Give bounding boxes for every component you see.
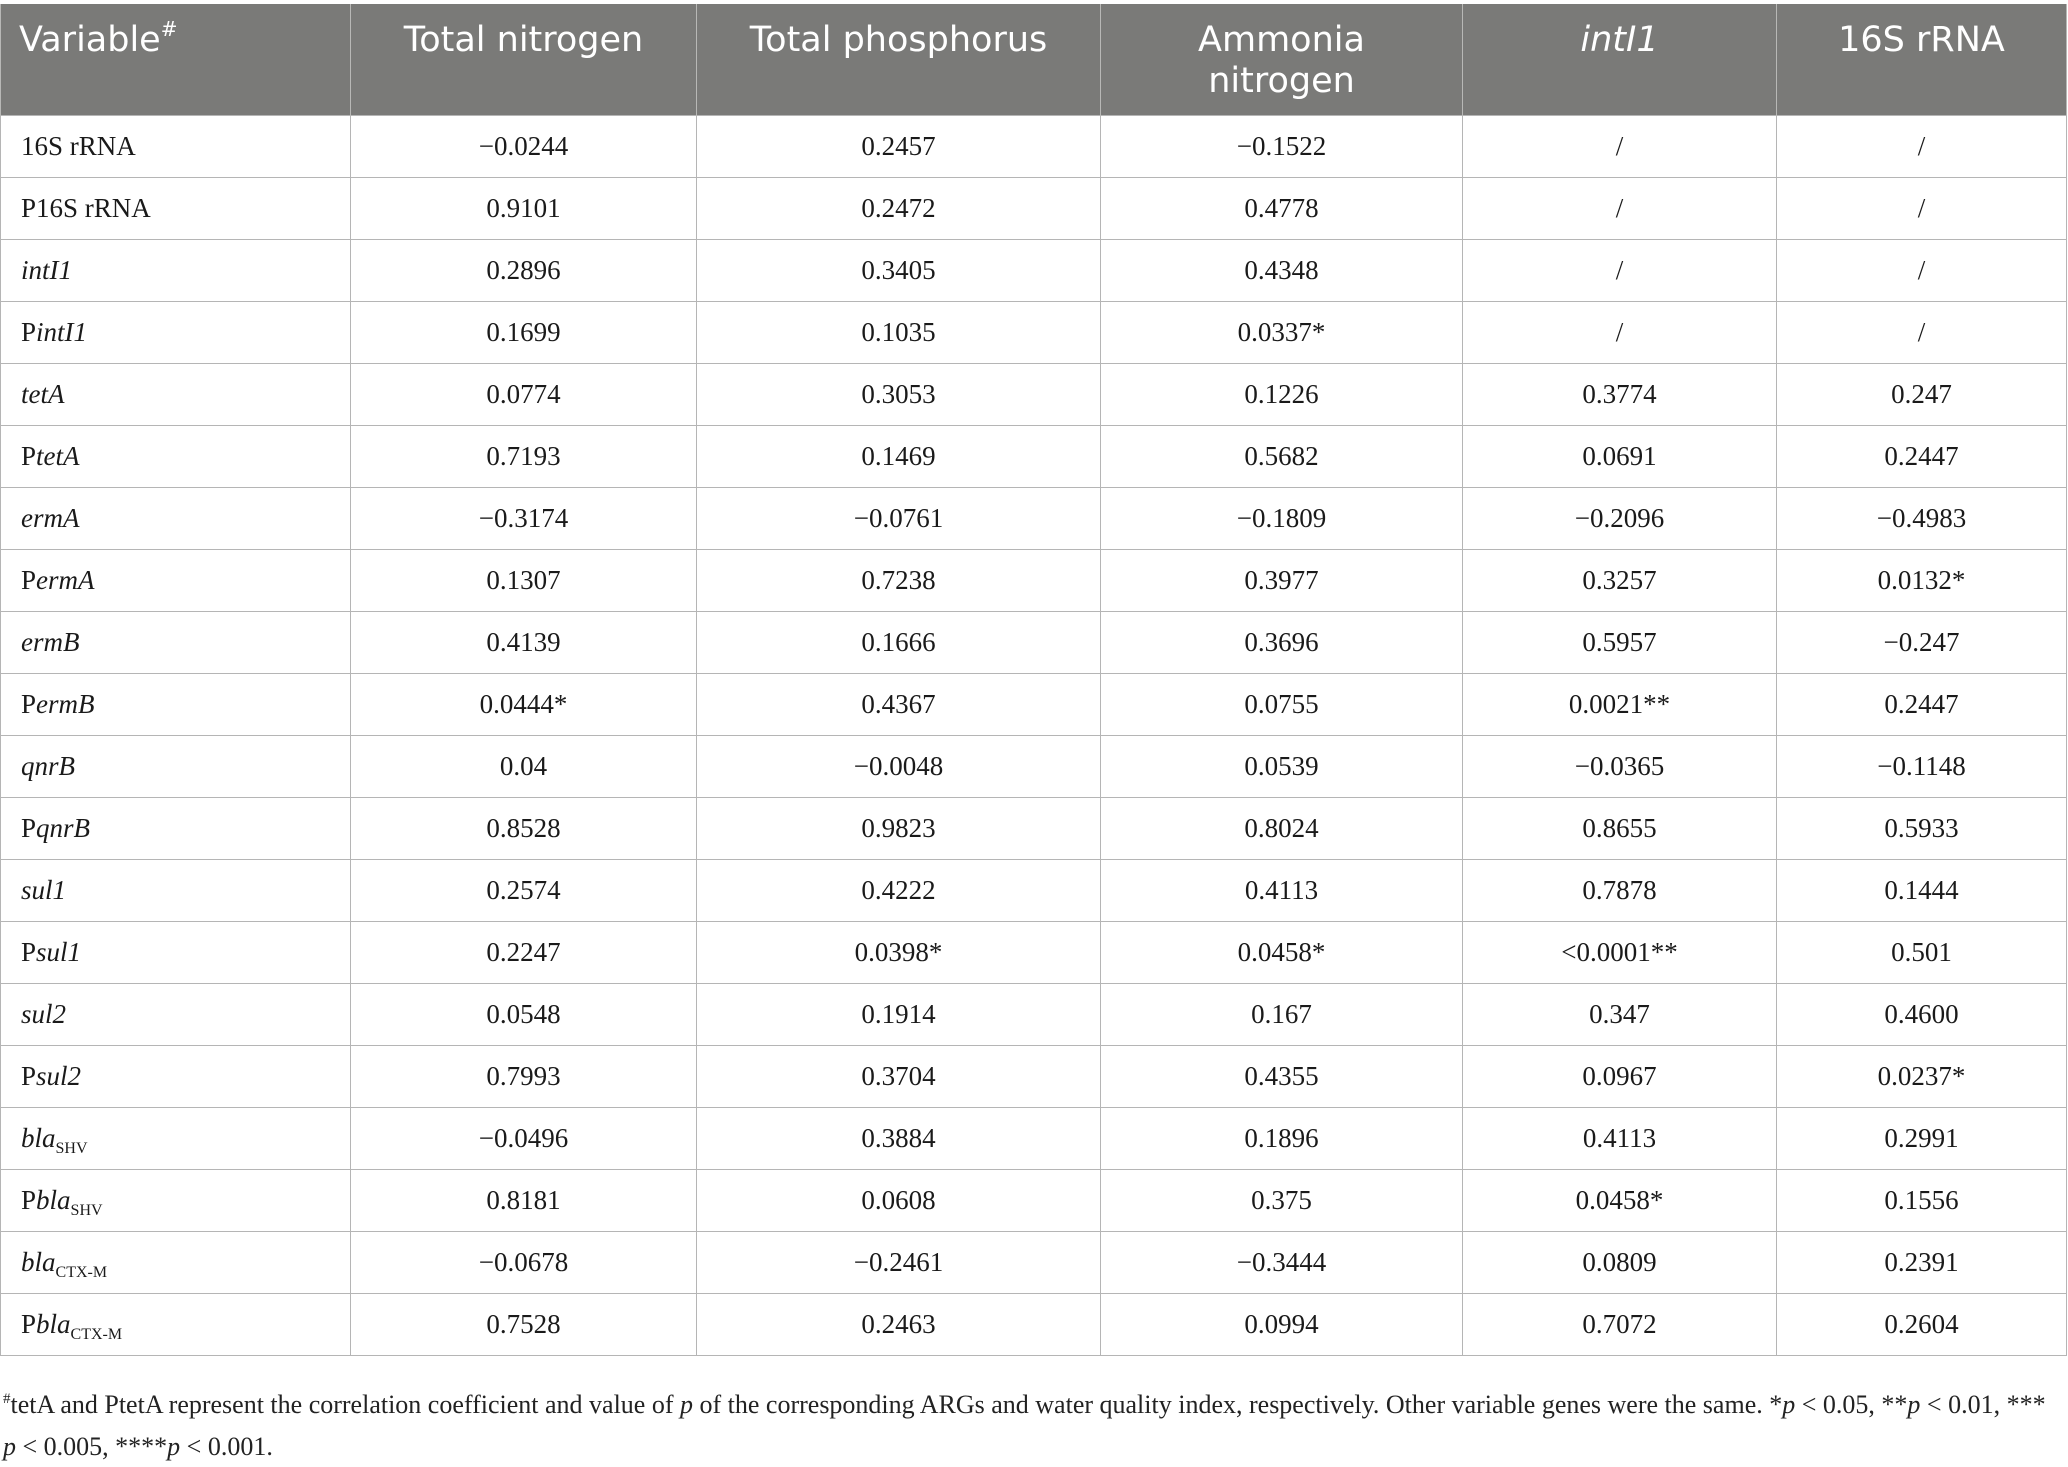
gene-name: tetA (21, 378, 65, 409)
value-cell: 0.4113 (1463, 1107, 1777, 1169)
value-cell: 0.2991 (1777, 1107, 2067, 1169)
value-cell: / (1463, 239, 1777, 301)
value-cell: 0.4778 (1101, 177, 1463, 239)
value-cell: 0.0774 (351, 363, 697, 425)
value-cell: 0.8528 (351, 797, 697, 859)
gene-name: sul1 (36, 936, 82, 967)
value-cell: 0.2247 (351, 921, 697, 983)
value-cell: 0.0967 (1463, 1045, 1777, 1107)
table-row (1, 611, 2067, 673)
value-cell: 0.347 (1463, 983, 1777, 1045)
column-header-label: 16S rRNA (1838, 20, 2005, 60)
table-row (1, 239, 2067, 301)
table-row (1, 1231, 2067, 1293)
value-cell: 0.2447 (1777, 425, 2067, 487)
gene-name: intI1 (21, 254, 72, 285)
footnote-p: p (167, 1432, 181, 1461)
variable-cell (1, 115, 351, 177)
gene-name: ermA (21, 502, 80, 533)
value-cell: −0.0048 (697, 735, 1101, 797)
value-cell: 0.2463 (697, 1293, 1101, 1355)
value-cell: 0.7528 (351, 1293, 697, 1355)
variable-cell (1, 425, 351, 487)
footnote-text-6: < 0.001. (180, 1432, 273, 1461)
value-cell: 0.1666 (697, 611, 1101, 673)
column-header-0 (1, 4, 351, 115)
value-cell: 0.375 (1101, 1169, 1463, 1231)
table-body (1, 115, 2067, 1355)
value-cell: −0.0244 (351, 115, 697, 177)
value-cell: 0.4222 (697, 859, 1101, 921)
value-cell: 0.1556 (1777, 1169, 2067, 1231)
p-value-prefix: P (21, 688, 37, 719)
gene-name: intI1 (36, 316, 88, 347)
value-cell: −0.2461 (697, 1231, 1101, 1293)
column-header-label: intI1 (1580, 20, 1659, 60)
variable-cell (1, 921, 351, 983)
value-cell: / (1777, 177, 2067, 239)
value-cell: 0.4600 (1777, 983, 2067, 1045)
gene-name: ermA (36, 564, 95, 595)
variable-cell (1, 735, 351, 797)
value-cell: 0.0755 (1101, 673, 1463, 735)
value-cell: 0.3774 (1463, 363, 1777, 425)
value-cell: 0.9823 (697, 797, 1101, 859)
value-cell: 0.167 (1101, 983, 1463, 1045)
value-cell: −0.0761 (697, 487, 1101, 549)
variable-cell (1, 611, 351, 673)
value-cell: 0.3977 (1101, 549, 1463, 611)
p-value-prefix: P (21, 812, 37, 843)
table-row (1, 549, 2067, 611)
table-row (1, 425, 2067, 487)
value-cell: −0.0496 (351, 1107, 697, 1169)
p-value-prefix: P (21, 1060, 37, 1091)
value-cell: 0.1444 (1777, 859, 2067, 921)
column-header-3 (1101, 4, 1463, 115)
value-cell: 0.0458* (1463, 1169, 1777, 1231)
column-header-4 (1463, 4, 1777, 115)
variable-cell (1, 239, 351, 301)
column-header-label: Variable (19, 20, 161, 60)
table-row (1, 1107, 2067, 1169)
gene-name: bla (21, 1246, 56, 1277)
value-cell: 0.0398* (697, 921, 1101, 983)
value-cell: 0.7878 (1463, 859, 1777, 921)
gene-name: bla (36, 1308, 71, 1339)
value-cell: 0.0548 (351, 983, 697, 1045)
value-cell: 0.4113 (1101, 859, 1463, 921)
table-row (1, 115, 2067, 177)
gene-name: 16S rRNA (21, 130, 136, 161)
value-cell: 0.0444* (351, 673, 697, 735)
value-cell: 0.4348 (1101, 239, 1463, 301)
value-cell: 0.3257 (1463, 549, 1777, 611)
value-cell: / (1777, 301, 2067, 363)
variable-cell (1, 549, 351, 611)
value-cell: 0.0458* (1101, 921, 1463, 983)
value-cell: −0.0678 (351, 1231, 697, 1293)
footnote-p: p (1907, 1390, 1921, 1419)
footnote-text-3: < 0.05, ** (1795, 1390, 1908, 1419)
value-cell: 0.2604 (1777, 1293, 2067, 1355)
p-value-prefix: P (21, 1184, 37, 1215)
p-value-prefix: P (21, 440, 37, 471)
footnote-p: p (1782, 1390, 1796, 1419)
gene-name: qnrB (36, 812, 91, 843)
value-cell: 0.7193 (351, 425, 697, 487)
value-cell: 0.3696 (1101, 611, 1463, 673)
gene-subscript: CTX-M (55, 1263, 108, 1281)
value-cell: −0.0365 (1463, 735, 1777, 797)
value-cell: 0.8181 (351, 1169, 697, 1231)
value-cell: 0.2457 (697, 115, 1101, 177)
table-row (1, 487, 2067, 549)
value-cell: 0.2574 (351, 859, 697, 921)
value-cell: −0.2096 (1463, 487, 1777, 549)
column-header-label: Total phosphorus (749, 20, 1048, 60)
value-cell: −0.4983 (1777, 487, 2067, 549)
value-cell: −0.3444 (1101, 1231, 1463, 1293)
value-cell: / (1463, 177, 1777, 239)
value-cell: 0.7238 (697, 549, 1101, 611)
footnote-p: p (3, 1432, 16, 1461)
table-row (1, 177, 2067, 239)
value-cell: 0.0809 (1463, 1231, 1777, 1293)
gene-name: sul2 (36, 1060, 82, 1091)
value-cell: 0.1896 (1101, 1107, 1463, 1169)
gene-subscript: SHV (55, 1139, 88, 1157)
value-cell: / (1777, 115, 2067, 177)
column-header-label-line2: nitrogen (1208, 61, 1355, 101)
column-header-2 (697, 4, 1101, 115)
p-value-prefix: P (21, 1308, 37, 1339)
value-cell: 0.8655 (1463, 797, 1777, 859)
footnote-text-1: tetA and PtetA represent the correlation coefficient and value of (10, 1390, 680, 1419)
value-cell: 0.1035 (697, 301, 1101, 363)
gene-name: ermB (21, 626, 80, 657)
header-footnote-mark: # (160, 17, 178, 42)
value-cell: 0.3704 (697, 1045, 1101, 1107)
value-cell: −0.1809 (1101, 487, 1463, 549)
gene-name: P16S rRNA (21, 192, 151, 223)
variable-cell (1, 859, 351, 921)
value-cell: / (1463, 301, 1777, 363)
value-cell: 0.8024 (1101, 797, 1463, 859)
table-row (1, 859, 2067, 921)
footnote-mark: # (3, 1391, 11, 1407)
table-row (1, 1293, 2067, 1355)
column-header-label: Ammonia (1198, 20, 1365, 60)
variable-cell (1, 1293, 351, 1355)
variable-cell (1, 1045, 351, 1107)
value-cell: 0.04 (351, 735, 697, 797)
value-cell: 0.1307 (351, 549, 697, 611)
variable-cell (1, 673, 351, 735)
value-cell: 0.2472 (697, 177, 1101, 239)
value-cell: 0.7993 (351, 1045, 697, 1107)
table-row (1, 1169, 2067, 1231)
gene-subscript: CTX-M (70, 1325, 123, 1343)
value-cell: 0.2447 (1777, 673, 2067, 735)
value-cell: −0.247 (1777, 611, 2067, 673)
value-cell: 0.3884 (697, 1107, 1101, 1169)
table-container (0, 4, 2066, 1356)
value-cell: 0.1699 (351, 301, 697, 363)
table-row (1, 301, 2067, 363)
table-footnote (3, 1386, 2053, 1466)
value-cell: 0.2391 (1777, 1231, 2067, 1293)
value-cell: 0.5933 (1777, 797, 2067, 859)
variable-cell (1, 487, 351, 549)
value-cell: 0.0132* (1777, 549, 2067, 611)
p-value-prefix: P (21, 316, 37, 347)
value-cell: 0.247 (1777, 363, 2067, 425)
value-cell: 0.5957 (1463, 611, 1777, 673)
gene-name: bla (36, 1184, 71, 1215)
table-row (1, 983, 2067, 1045)
column-header-5 (1777, 4, 2067, 115)
footnote-p: p (680, 1390, 693, 1419)
table-row (1, 797, 2067, 859)
gene-name: tetA (36, 440, 80, 471)
value-cell: 0.3053 (697, 363, 1101, 425)
value-cell: 0.0021** (1463, 673, 1777, 735)
variable-cell (1, 797, 351, 859)
value-cell: / (1463, 115, 1777, 177)
footnote-text-2: of the corresponding ARGs and water quality index, respectively. Other variable genes were the same. * (693, 1390, 1783, 1419)
value-cell: 0.0237* (1777, 1045, 2067, 1107)
value-cell: 0.2896 (351, 239, 697, 301)
variable-cell (1, 983, 351, 1045)
gene-name: sul1 (21, 874, 67, 905)
value-cell: 0.4367 (697, 673, 1101, 735)
variable-cell (1, 1169, 351, 1231)
value-cell: −0.1148 (1777, 735, 2067, 797)
table-row (1, 1045, 2067, 1107)
value-cell: 0.5682 (1101, 425, 1463, 487)
p-value-prefix: P (21, 936, 37, 967)
value-cell: 0.4355 (1101, 1045, 1463, 1107)
gene-subscript: SHV (70, 1201, 103, 1219)
header-row (1, 4, 2067, 115)
value-cell: 0.3405 (697, 239, 1101, 301)
column-header-1 (351, 4, 697, 115)
p-value-prefix: P (21, 564, 37, 595)
value-cell: −0.1522 (1101, 115, 1463, 177)
value-cell: / (1777, 239, 2067, 301)
gene-name: qnrB (21, 750, 75, 781)
gene-name: ermB (36, 688, 95, 719)
value-cell: <0.0001** (1463, 921, 1777, 983)
variable-cell (1, 301, 351, 363)
correlation-table (0, 4, 2067, 1356)
value-cell: 0.4139 (351, 611, 697, 673)
value-cell: 0.9101 (351, 177, 697, 239)
table-row (1, 363, 2067, 425)
gene-name: bla (21, 1122, 56, 1153)
gene-name: sul2 (21, 998, 67, 1029)
variable-cell (1, 363, 351, 425)
value-cell: 0.7072 (1463, 1293, 1777, 1355)
variable-cell (1, 1231, 351, 1293)
variable-cell (1, 1107, 351, 1169)
column-header-label: Total nitrogen (403, 20, 644, 60)
variable-cell (1, 177, 351, 239)
table-row (1, 673, 2067, 735)
value-cell: −0.3174 (351, 487, 697, 549)
value-cell: 0.1469 (697, 425, 1101, 487)
value-cell: 0.0608 (697, 1169, 1101, 1231)
value-cell: 0.501 (1777, 921, 2067, 983)
value-cell: 0.0539 (1101, 735, 1463, 797)
value-cell: 0.0691 (1463, 425, 1777, 487)
value-cell: 0.1226 (1101, 363, 1463, 425)
value-cell: 0.0337* (1101, 301, 1463, 363)
table-row (1, 921, 2067, 983)
value-cell: 0.0994 (1101, 1293, 1463, 1355)
footnote-text-4: < 0.01, *** (1920, 1390, 2046, 1419)
table-row (1, 735, 2067, 797)
value-cell: 0.1914 (697, 983, 1101, 1045)
footnote-text-5: < 0.005, **** (16, 1432, 168, 1461)
